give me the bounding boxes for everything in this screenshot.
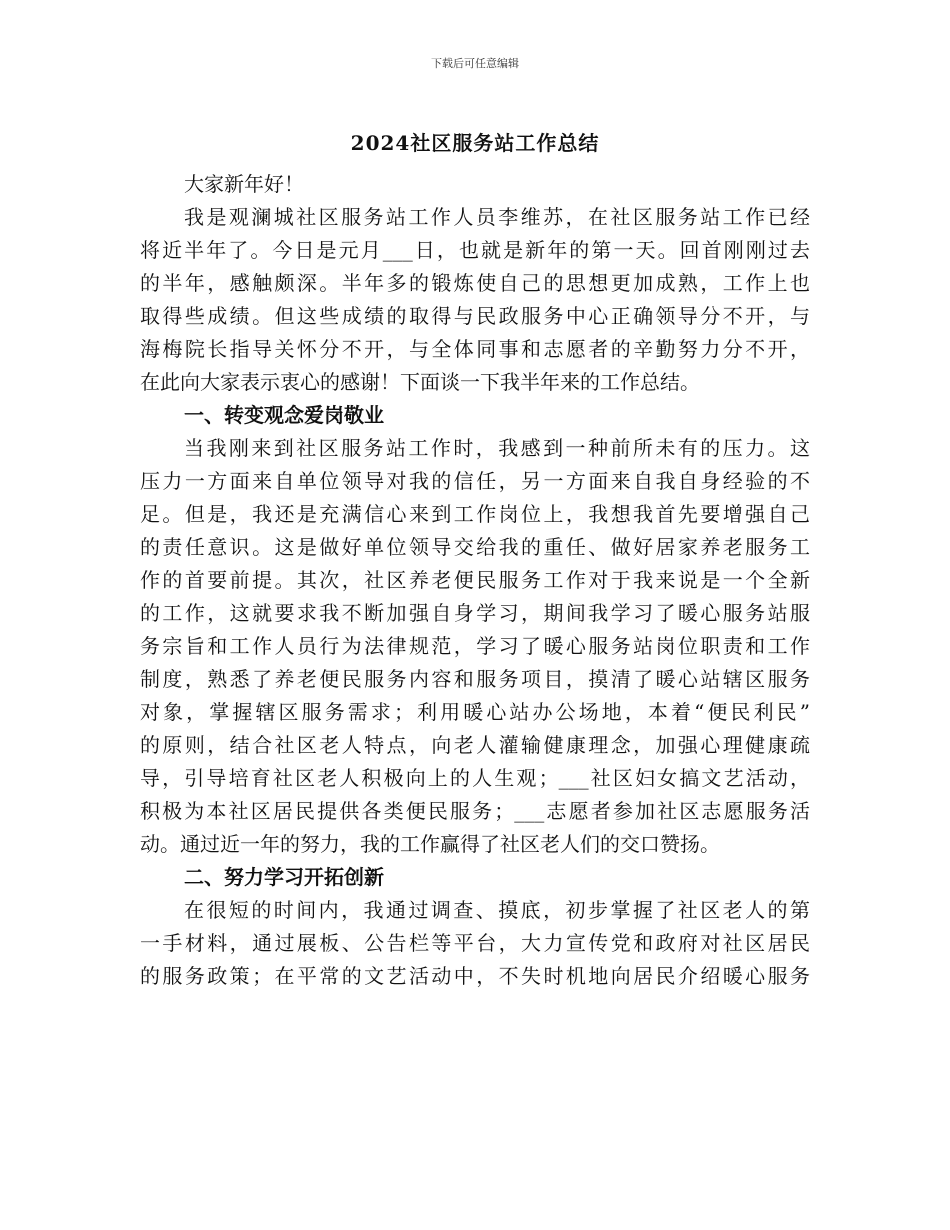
paragraph-line: 积极为本社区居民提供各类便民服务；___志愿者参加社区志愿服务活	[140, 799, 810, 823]
paragraph-line: 对象，掌握辖区服务需求；利用暖心站办公场地，本着“便民利民”	[140, 700, 810, 724]
paragraph-line: 足。但是，我还是充满信心来到工作岗位上，我想我首先要增强自己	[140, 502, 810, 526]
paragraph-line: 的工作，这就要求我不断加强自身学习，期间我学习了暖心服务站服	[140, 601, 810, 625]
paragraph-line: 取得些成绩。但这些成绩的取得与民政服务中心正确领导分不开，与	[140, 304, 810, 328]
paragraph-line: 大家新年好！	[184, 172, 304, 196]
section-heading: 二、努力学习开拓创新	[184, 865, 384, 889]
paragraph-line: 动。通过近一年的努力，我的工作赢得了社区老人们的交口赞扬。	[140, 832, 720, 856]
paragraph-line: 海梅院长指导关怀分不开，与全体同事和志愿者的辛勤努力分不开，	[140, 337, 810, 361]
paragraph-line: 的责任意识。这是做好单位领导交给我的重任、做好居家养老服务工	[140, 535, 810, 559]
paragraph-line: 在此向大家表示衷心的感谢！下面谈一下我半年来的工作总结。	[140, 370, 700, 394]
paragraph-line: 压力一方面来自单位领导对我的信任，另一方面来自我自身经验的不	[140, 469, 810, 493]
header-note: 下载后可任意编辑	[431, 57, 519, 70]
paragraph-line: 制度，熟悉了养老便民服务内容和服务项目，摸清了暖心站辖区服务	[140, 667, 810, 691]
section-heading: 一、转变观念爱岗敬业	[184, 403, 384, 427]
paragraph-line: 作的首要前提。其次，社区养老便民服务工作对于我来说是一个全新	[140, 568, 810, 592]
document-title: 2024社区服务站工作总结	[350, 131, 600, 155]
paragraph-line: 当我刚来到社区服务站工作时，我感到一种前所未有的压力。这	[184, 436, 810, 460]
paragraph-line: 一手材料，通过展板、公告栏等平台，大力宣传党和政府对社区居民	[140, 931, 810, 955]
paragraph-line: 的半年，感触颇深。半年多的锻炼使自己的思想更加成熟，工作上也	[140, 271, 810, 295]
paragraph-line: 务宗旨和工作人员行为法律规范，学习了暖心服务站岗位职责和工作	[140, 634, 810, 658]
paragraph-line: 的服务政策；在平常的文艺活动中，不失时机地向居民介绍暖心服务	[140, 964, 810, 988]
paragraph-line: 导，引导培育社区老人积极向上的人生观；___社区妇女搞文艺活动，	[140, 766, 810, 790]
document-body	[140, 168, 810, 993]
paragraph-line: 的原则，结合社区老人特点，向老人灌输健康理念，加强心理健康疏	[140, 733, 810, 757]
paragraph-line: 在很短的时间内，我通过调查、摸底，初步掌握了社区老人的第	[184, 898, 810, 922]
paragraph-line: 将近半年了。今日是元月___日，也就是新年的第一天。回首刚刚过去	[140, 238, 810, 262]
paragraph-line: 我是观澜城社区服务站工作人员李维苏，在社区服务站工作已经	[184, 205, 810, 229]
